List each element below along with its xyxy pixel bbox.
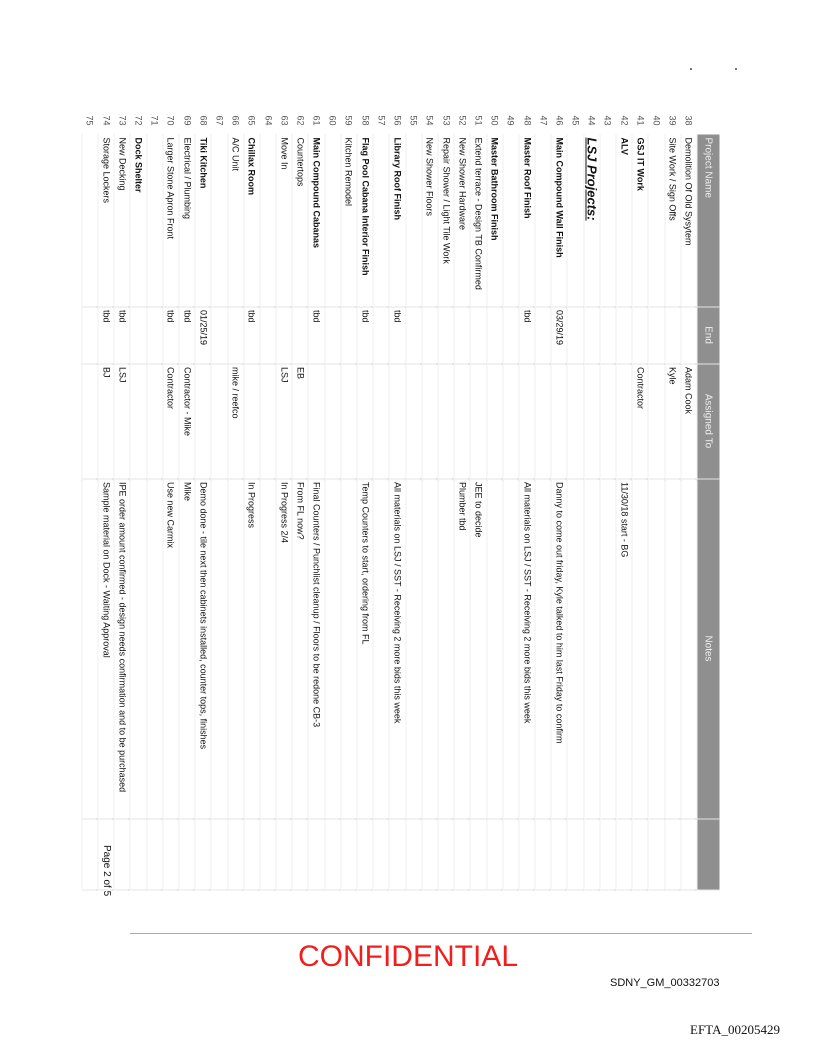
notes-cell: Plumber tbd [454,479,470,819]
row-number: 61 [311,115,322,126]
end-cell [470,307,486,364]
scan-speck [735,68,737,70]
table-row [357,113,373,890]
project-name-cell: New Decking [114,135,130,307]
project-name-cell: Site Work / Sign Offs [665,135,681,307]
extra-cell [179,819,195,890]
scan-speck [690,68,692,70]
row-number: 70 [165,115,176,126]
extra-cell [357,819,373,890]
project-name-cell: Main Compound Cabanas [309,135,325,307]
project-name-cell: Master Bathroom Finish [487,135,503,307]
notes-cell: All materials on LSJ / SST - Receiving 2 more bids this week [389,479,405,819]
table-row [681,113,697,890]
header-extra [697,819,720,890]
end-cell [584,307,600,364]
table-row [195,113,211,890]
notes-cell: 11/30/18 start - BG [616,479,632,819]
end-cell [568,307,584,364]
assigned-to-cell: mike / reefco [228,364,244,479]
row-number: 73 [117,115,128,126]
notes-cell [665,479,681,819]
notes-cell: Use new Carmix [163,479,179,819]
assigned-to-cell [600,364,616,479]
extra-cell [373,819,389,890]
row-number: 40 [651,115,662,126]
assigned-to-cell: LSJ [276,364,292,479]
table-row [454,113,470,890]
header-notes: Notes [697,479,720,819]
extra-cell [438,819,454,890]
project-name-cell: ALV [616,135,632,307]
project-name-cell [406,135,422,307]
end-cell [438,307,454,364]
table-row [487,113,503,890]
assigned-to-cell [568,364,584,479]
row-number: 64 [263,115,274,126]
extra-cell [535,819,551,890]
assigned-to-cell [454,364,470,479]
notes-cell [503,479,519,819]
assigned-to-cell: EB [292,364,308,479]
extra-cell [568,819,584,890]
extra-cell [325,819,341,890]
table-row [373,113,389,890]
notes-cell: JEE to decide [470,479,486,819]
project-name-cell [260,135,276,307]
project-name-cell: Extend terrace - Design TB Confirmed [470,135,486,307]
row-number: 60 [327,115,338,126]
assigned-to-cell [82,364,98,479]
assigned-to-cell: Contractor [632,364,648,479]
table-row [211,113,227,890]
notes-cell [130,479,146,819]
assigned-to-cell [260,364,276,479]
extra-cell [163,819,179,890]
assigned-to-cell [422,364,438,479]
project-name-cell [82,135,98,307]
row-number: 53 [441,115,452,126]
row-number: 63 [279,115,290,126]
extra-cell [600,819,616,890]
header-project-name: Project Name [697,135,720,307]
table-row [228,113,244,890]
project-name-cell: Countertops [292,135,308,307]
extra-cell [406,819,422,890]
notes-cell: In Progress [244,479,260,819]
table-row [632,113,648,890]
assigned-to-cell [616,364,632,479]
row-number: 71 [149,115,160,126]
end-cell [632,307,648,364]
extra-cell [228,819,244,890]
extra-cell [244,819,260,890]
table-row [309,113,325,890]
extra-cell [276,819,292,890]
extra-cell [114,819,130,890]
row-number: 56 [392,115,403,126]
assigned-to-cell [325,364,341,479]
table-row [568,113,584,890]
notes-cell: Demo done - tile next then cabinets installed, counter tops, finishes [195,479,211,819]
row-number: 49 [505,115,516,126]
end-cell [211,307,227,364]
extra-cell [389,819,405,890]
end-cell: tbd [309,307,325,364]
table-row [147,113,163,890]
notes-cell: Danny to come out friday, Kyle talked to him last Friday to confirm [551,479,567,819]
assigned-to-cell: Contractor - Mike [179,364,195,479]
notes-cell [228,479,244,819]
project-name-cell [568,135,584,307]
extra-cell [260,819,276,890]
assigned-to-cell [551,364,567,479]
table-row [389,113,405,890]
extra-cell [147,819,163,890]
assigned-to-cell [487,364,503,479]
row-number: 46 [554,115,565,126]
assigned-to-cell [357,364,373,479]
bates-number: SDNY_GM_00332703 [610,977,720,989]
end-cell [422,307,438,364]
notes-cell [584,479,600,819]
table-row [616,113,632,890]
table-row [179,113,195,890]
notes-cell: Sample material on Dock - Waiting Approval [98,479,114,819]
notes-cell [422,479,438,819]
end-cell: tbd [519,307,535,364]
assigned-to-cell [309,364,325,479]
extra-cell [470,819,486,890]
end-cell: tbd [98,307,114,364]
project-name-cell: Demolition Of Old Sysytem [681,135,697,307]
assigned-to-cell [373,364,389,479]
table-row [600,113,616,890]
extra-cell [422,819,438,890]
notes-cell: All materials on LSJ / SST - Receiving 2 more bids this week [519,479,535,819]
project-name-cell: New Shower Floors [422,135,438,307]
extra-cell [665,819,681,890]
project-name-cell: A/C Unit [228,135,244,307]
table-row [276,113,292,890]
notes-cell: Final Counters / Punchlist cleanup / Floors to be redone CB-3 [309,479,325,819]
end-cell [600,307,616,364]
extra-cell [681,819,697,890]
row-number: 65 [246,115,257,126]
end-cell: tbd [357,307,373,364]
extra-cell [130,819,146,890]
extra-cell [551,819,567,890]
row-number: 50 [489,115,500,126]
end-cell [341,307,357,364]
notes-cell: In Progress 2/4 [276,479,292,819]
extra-cell [211,819,227,890]
row-number: 57 [376,115,387,126]
row-number: 54 [424,115,435,126]
header-assigned-to: Assigned To [697,364,720,479]
table-row [98,113,114,890]
project-name-cell: Master Roof Finish [519,135,535,307]
end-cell [130,307,146,364]
assigned-to-cell: Contractor [163,364,179,479]
table-row [82,113,98,890]
project-name-cell [211,135,227,307]
notes-cell [406,479,422,819]
row-number: 68 [198,115,209,126]
row-number: 43 [602,115,613,126]
row-number: 52 [457,115,468,126]
extra-cell [503,819,519,890]
project-name-cell: Electrical / Plumbing [179,135,195,307]
extra-cell [292,819,308,890]
assigned-to-cell [503,364,519,479]
project-name-cell: Dock Shelter [130,135,146,307]
assigned-to-cell [438,364,454,479]
extra-cell [632,819,648,890]
row-number: 45 [570,115,581,126]
table-row [325,113,341,890]
row-number: 55 [408,115,419,126]
extra-cell [487,819,503,890]
extra-cell [616,819,632,890]
project-name-cell: GSJ IT Work [632,135,648,307]
notes-cell [260,479,276,819]
end-cell [228,307,244,364]
table-row [584,113,600,890]
table-row [406,113,422,890]
end-cell: tbd [114,307,130,364]
notes-cell: IPE order amount confirmed - design needs confirmation and to be purchased [114,479,130,819]
notes-cell [568,479,584,819]
row-number: 38 [683,115,694,126]
project-name-cell [600,135,616,307]
table-row [422,113,438,890]
end-cell [503,307,519,364]
assigned-to-cell [406,364,422,479]
end-cell [454,307,470,364]
end-cell [648,307,664,364]
end-cell [681,307,697,364]
extra-cell [454,819,470,890]
assigned-to-cell [244,364,260,479]
project-table [81,113,719,891]
end-cell [147,307,163,364]
extra-cell [82,819,98,890]
row-number: 75 [84,115,95,126]
project-name-cell: LSJ Projects: [584,135,600,307]
extra-cell [584,819,600,890]
row-number: 67 [214,115,225,126]
row-number: 74 [101,115,112,126]
assigned-to-cell [519,364,535,479]
table-row [519,113,535,890]
extra-cell [195,819,211,890]
end-cell [373,307,389,364]
table-row [665,113,681,890]
row-number: 41 [635,115,646,126]
end-cell [406,307,422,364]
end-cell [535,307,551,364]
table-row [163,113,179,890]
project-name-cell: Move In [276,135,292,307]
notes-cell [373,479,389,819]
table-row [648,113,664,890]
project-name-cell: Main Compound Wall Finish [551,135,567,307]
project-name-cell: Flag Pool Cabana Interior Finish [357,135,373,307]
project-name-cell: Larger Stone Apron Front [163,135,179,307]
header-end: End [697,307,720,364]
project-name-cell: Kitchen Remodel [341,135,357,307]
project-name-cell [147,135,163,307]
notes-cell: Temp Counters to start, ordering from FL [357,479,373,819]
table-row [470,113,486,890]
extra-cell [519,819,535,890]
end-cell [325,307,341,364]
end-cell [292,307,308,364]
assigned-to-cell [584,364,600,479]
end-cell: 03/29/19 [551,307,567,364]
confidential-stamp: CONFIDENTIAL [297,940,519,973]
divider [130,933,752,934]
extra-cell [309,819,325,890]
table-row [551,113,567,890]
assigned-to-cell [648,364,664,479]
assigned-to-cell [389,364,405,479]
project-name-cell [535,135,551,307]
table-row [503,113,519,890]
table-row [535,113,551,890]
end-cell: tbd [389,307,405,364]
assigned-to-cell: Adam Cook [681,364,697,479]
row-number: 48 [522,115,533,126]
extra-cell [648,819,664,890]
project-name-cell: Library Roof Finish [389,135,405,307]
notes-cell [82,479,98,819]
efta-number: EFTA_00205429 [690,1022,780,1037]
table-row [244,113,260,890]
notes-cell [681,479,697,819]
row-number: 51 [473,115,484,126]
end-cell: tbd [179,307,195,364]
table-row [292,113,308,890]
assigned-to-cell [535,364,551,479]
project-name-cell [373,135,389,307]
row-number-header [697,113,720,135]
table-row [114,113,130,890]
assigned-to-cell [195,364,211,479]
notes-cell [648,479,664,819]
row-number: 42 [619,115,630,126]
end-cell [487,307,503,364]
notes-cell [147,479,163,819]
project-name-cell: Storage Lockers [98,135,114,307]
assigned-to-cell [211,364,227,479]
assigned-to-cell: Kyle [665,364,681,479]
table-row [341,113,357,890]
project-name-cell [648,135,664,307]
notes-cell [632,479,648,819]
row-number: 44 [586,115,597,126]
assigned-to-cell [470,364,486,479]
end-cell [260,307,276,364]
project-name-cell: Chillax Room [244,135,260,307]
notes-cell [600,479,616,819]
notes-cell [487,479,503,819]
end-cell [665,307,681,364]
assigned-to-cell [147,364,163,479]
table-row [438,113,454,890]
notes-cell: From FL now? [292,479,308,819]
row-number: 72 [133,115,144,126]
row-number: 69 [182,115,193,126]
project-name-cell: New Shower Hardware [454,135,470,307]
row-number: 66 [230,115,241,126]
end-cell: 01/25/19 [195,307,211,364]
project-name-cell [325,135,341,307]
end-cell [616,307,632,364]
row-number: 58 [360,115,371,126]
row-number: 47 [538,115,549,126]
notes-cell [438,479,454,819]
project-name-cell: Tiki Kitchen [195,135,211,307]
notes-cell [325,479,341,819]
page-number: Page 2 of 5 [101,845,112,897]
row-number: 39 [667,115,678,126]
project-name-cell [503,135,519,307]
end-cell: tbd [163,307,179,364]
table-row [130,113,146,890]
table-row [260,113,276,890]
row-number: 62 [295,115,306,126]
notes-cell: Mike [179,479,195,819]
row-number: 59 [343,115,354,126]
end-cell [82,307,98,364]
header-row [697,113,720,890]
assigned-to-cell [130,364,146,479]
assigned-to-cell [341,364,357,479]
notes-cell [341,479,357,819]
extra-cell [341,819,357,890]
notes-cell [535,479,551,819]
assigned-to-cell: BJ [98,364,114,479]
end-cell: tbd [244,307,260,364]
project-name-cell: Repair Shower / Light Tile Work [438,135,454,307]
assigned-to-cell: LSJ [114,364,130,479]
notes-cell [211,479,227,819]
end-cell [276,307,292,364]
